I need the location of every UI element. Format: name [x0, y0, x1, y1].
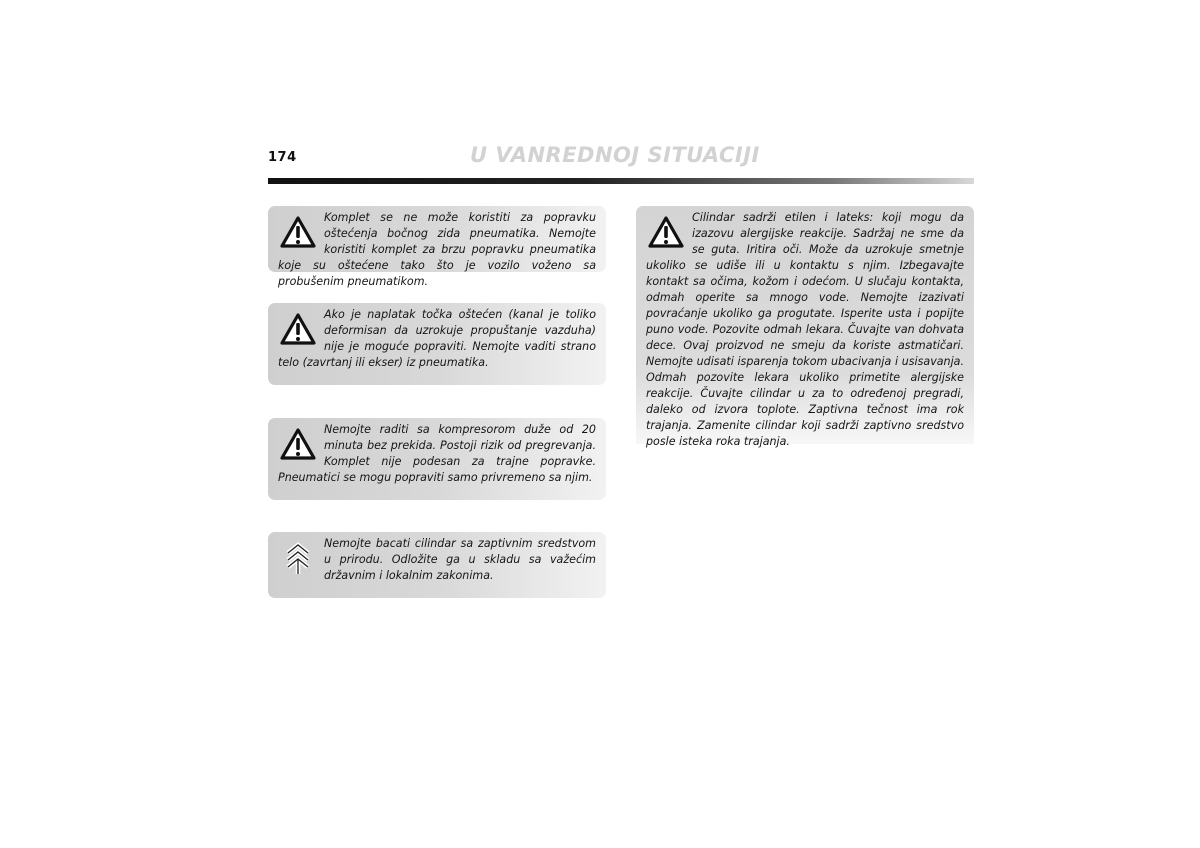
note-text: Ako je naplatak točka oštećen (kanal je toliko deformisan da uzrokuje propuštanje vazduha) nije je moguće popraviti. Nemojte vaditi strano telo (zavrtanj ili ekser) iz pneumatika.	[278, 308, 596, 369]
page-number: 174	[268, 150, 297, 165]
warning-triangle-icon	[280, 312, 316, 346]
note-text: Nemojte raditi sa kompresorom duže od 20 minuta bez prekida. Postoji rizik od pregrevanja. Komplet nije podesan za trajne popravke. Pneumatici se mogu popraviti samo privremeno sa njim.	[278, 423, 596, 484]
note-text: Nemojte bacati cilindar sa zaptivnim sredstvom u prirodu. Odložite ga u skladu sa važećim državnim i lokalnim zakonima.	[324, 537, 596, 582]
warning-note-sidewall	[268, 206, 606, 288]
warning-note-sealant	[636, 206, 974, 448]
environment-note-disposal	[268, 532, 606, 598]
header-rule	[268, 178, 974, 184]
environment-tree-icon	[280, 541, 316, 575]
warning-triangle-icon	[280, 427, 316, 461]
section-title: U VANREDNOJ SITUACIJI	[470, 143, 760, 167]
warning-triangle-icon	[648, 215, 684, 249]
warning-note-rim	[268, 303, 606, 385]
note-text: Komplet se ne može koristiti za popravku oštećenja bočnog zida pneumatika. Nemojte koristiti komplet za brzu popravku pneumatika koje su oštećene tako što je vozilo voženo sa probušenim pneumatikom.	[278, 211, 596, 288]
warning-note-compressor	[268, 418, 606, 500]
warning-triangle-icon	[280, 215, 316, 249]
note-text: Cilindar sadrži etilen i lateks: koji mogu da izazovu alergijske reakcije. Sadržaj ne sme da se guta. Iritira oči. Može da uzrokuje smetnje ukoliko se udiše ili u kontaktu s njim. Izbegavajte kontakt sa očima, kožom i odećom. U slučaju kontakta, odmah operite sa mnogo vode. Nemojte izazivati povraćanje ukoliko ga progutate. Isperite usta i popijte puno vode. Pozovite odmah lekara. Čuvajte van dohvata dece. Ovaj proizvod ne smeju da koriste astmatičari. Nemojte udisati isparenja tokom ubacivanja i usisavanja. Odmah pozovite lekara ukoliko primetite alergijske reakcije. Čuvajte cilindar u za to određenoj pregradi, daleko od izvora toplote. Zaptivna tečnost ima rok trajanja. Zamenite cilindar koji sadrži zaptivno sredstvo posle isteka roka trajanja.	[646, 211, 964, 448]
